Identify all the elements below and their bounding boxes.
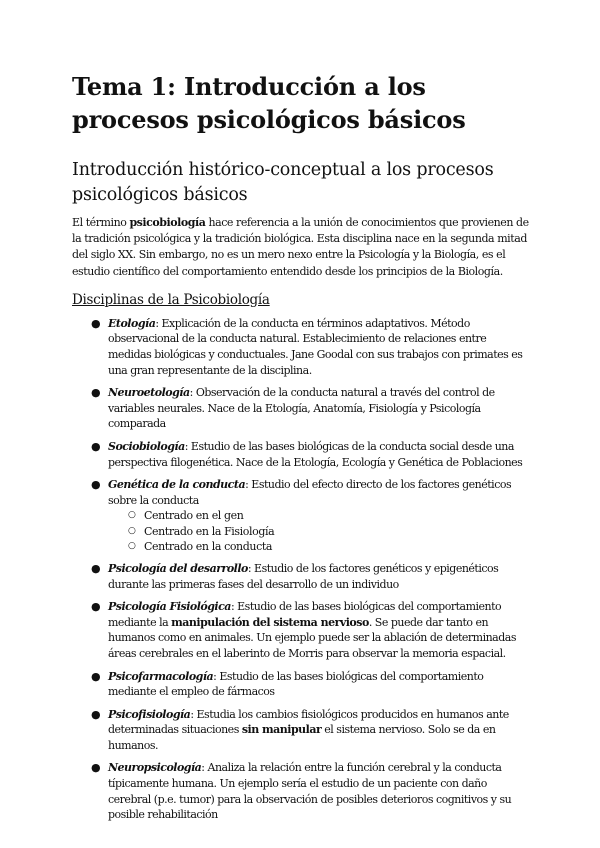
item-text-start: : Estudia los cambios fisiológicos producidos en humanos ante determinadas situaciones [108, 707, 509, 737]
item-term: Psicología Fisiológica [108, 600, 231, 614]
bullet-icon: ● [91, 761, 101, 775]
item-text: : Explicación de la conducta en términos adaptativos. Método observacional de la conducta natural. Establecimiento de relaciones entre medidas biológicas y conductuales. Jane Goodal con sus trabajos con primates es una gran representante de la disciplina. [108, 316, 523, 377]
item-bold-phrase: sin manipular [241, 723, 322, 737]
bullet-icon: ● [91, 707, 101, 721]
list-item-neuropsicologia [72, 760, 532, 822]
sub-list [108, 508, 532, 554]
item-text-end: . Se puede dar tanto en humanos como en animales. Un ejemplo puede ser la ablación de determinadas áreas cerebrales en el laberinto de Morris para observar la memoria espacial. [108, 615, 516, 660]
list-item-psicofisiologia [72, 707, 532, 754]
bullet-icon: ● [91, 561, 101, 575]
intro-paragraph [72, 215, 532, 280]
item-text: : Observación de la conducta natural a través del control de variables neurales. Nace de la Etología, Anatomía, Fisiología y Psicología comparada [108, 386, 495, 431]
intro-text-end: hace referencia a la unión de conocimientos que provienen de la tradición psicológica y la tradición biológica. Esta disciplina nace en la segunda mitad del siglo XX. Sin embargo, no es un mero nexo entre la Psicología y la Biología, es el estudio científico del comportamiento entendido desde los principios de la Biología. [72, 216, 529, 278]
item-text: : Estudio de las bases biológicas del comportamiento mediante el empleo de fármacos [108, 669, 484, 699]
item-term: Psicofarmacología [108, 669, 214, 683]
bullet-icon: ● [91, 478, 101, 492]
document-title: Tema 1: Introducción a los procesos psicológicos básicos [72, 72, 466, 134]
section-title: Introducción histórico-conceptual a los procesos psicológicos básicos [72, 160, 494, 205]
bullet-icon: ● [91, 316, 101, 330]
bullet-icon: ● [91, 386, 101, 400]
list-item-psicologia-desarrollo [72, 561, 532, 592]
list-item-psicologia-fisiologica [72, 599, 532, 661]
subsection-title: Disciplinas de la Psicobiología [72, 291, 270, 308]
circle-bullet-icon: ○ [128, 540, 136, 551]
item-term: Genética de la conducta [108, 478, 246, 492]
sub-item-text: Centrado en la Fisiología [144, 524, 275, 538]
bullet-icon: ● [91, 439, 101, 453]
item-term: Psicología del desarrollo [108, 561, 248, 575]
item-term: Etología [108, 316, 156, 330]
disciplines-list [72, 316, 532, 823]
sub-list-item [108, 539, 532, 554]
list-item-etologia [72, 316, 532, 378]
item-term: Sociobiología [108, 439, 185, 453]
item-term: Neuroetología [108, 386, 190, 400]
sub-list-item [108, 508, 532, 523]
document-page [72, 70, 532, 823]
circle-bullet-icon: ○ [128, 525, 136, 536]
item-text-end: el sistema nervioso. Solo se da en humanos. [108, 723, 496, 752]
item-bold-phrase: manipulación del sistema nervioso [171, 615, 369, 629]
list-item-genetica-conducta [72, 477, 532, 554]
intro-text-start: El término [72, 216, 130, 229]
list-item-sociobiologia [72, 439, 532, 470]
sub-list-item [108, 524, 532, 539]
item-text: : Estudio de los factores genéticos y epigenéticos durante las primeras fases del desarrollo de un individuo [108, 561, 499, 591]
list-item-psicofarmacologia [72, 669, 532, 700]
sub-item-text: Centrado en la conducta [144, 539, 273, 553]
bullet-icon: ● [91, 669, 101, 683]
item-term: Psicofisiología [108, 707, 191, 721]
list-item-neuroetologia [72, 385, 532, 432]
item-text: : Analiza la relación entre la función cerebral y la conducta típicamente humana. Un ejemplo sería el estudio de un paciente con daño cerebral (p.e. tumor) para la observación de posibles deterioros cognitivos y su posible rehabilitación [108, 761, 512, 822]
bullet-icon: ● [91, 600, 101, 614]
sub-item-text: Centrado en el gen [144, 509, 244, 523]
item-text: : Estudio de las bases biológicas de la conducta social desde una perspectiva filogenética. Nace de la Etología, Ecología y Genética de Poblaciones [108, 439, 523, 469]
circle-bullet-icon: ○ [128, 510, 136, 521]
intro-bold-term: psicobiología [129, 216, 206, 229]
item-term: Neuropsicología [108, 761, 202, 775]
item-text: : Estudio del efecto directo de los factores genéticos sobre la conducta [108, 478, 512, 507]
item-text-start: : Estudio de las bases biológicas del comportamiento mediante la [108, 600, 502, 629]
